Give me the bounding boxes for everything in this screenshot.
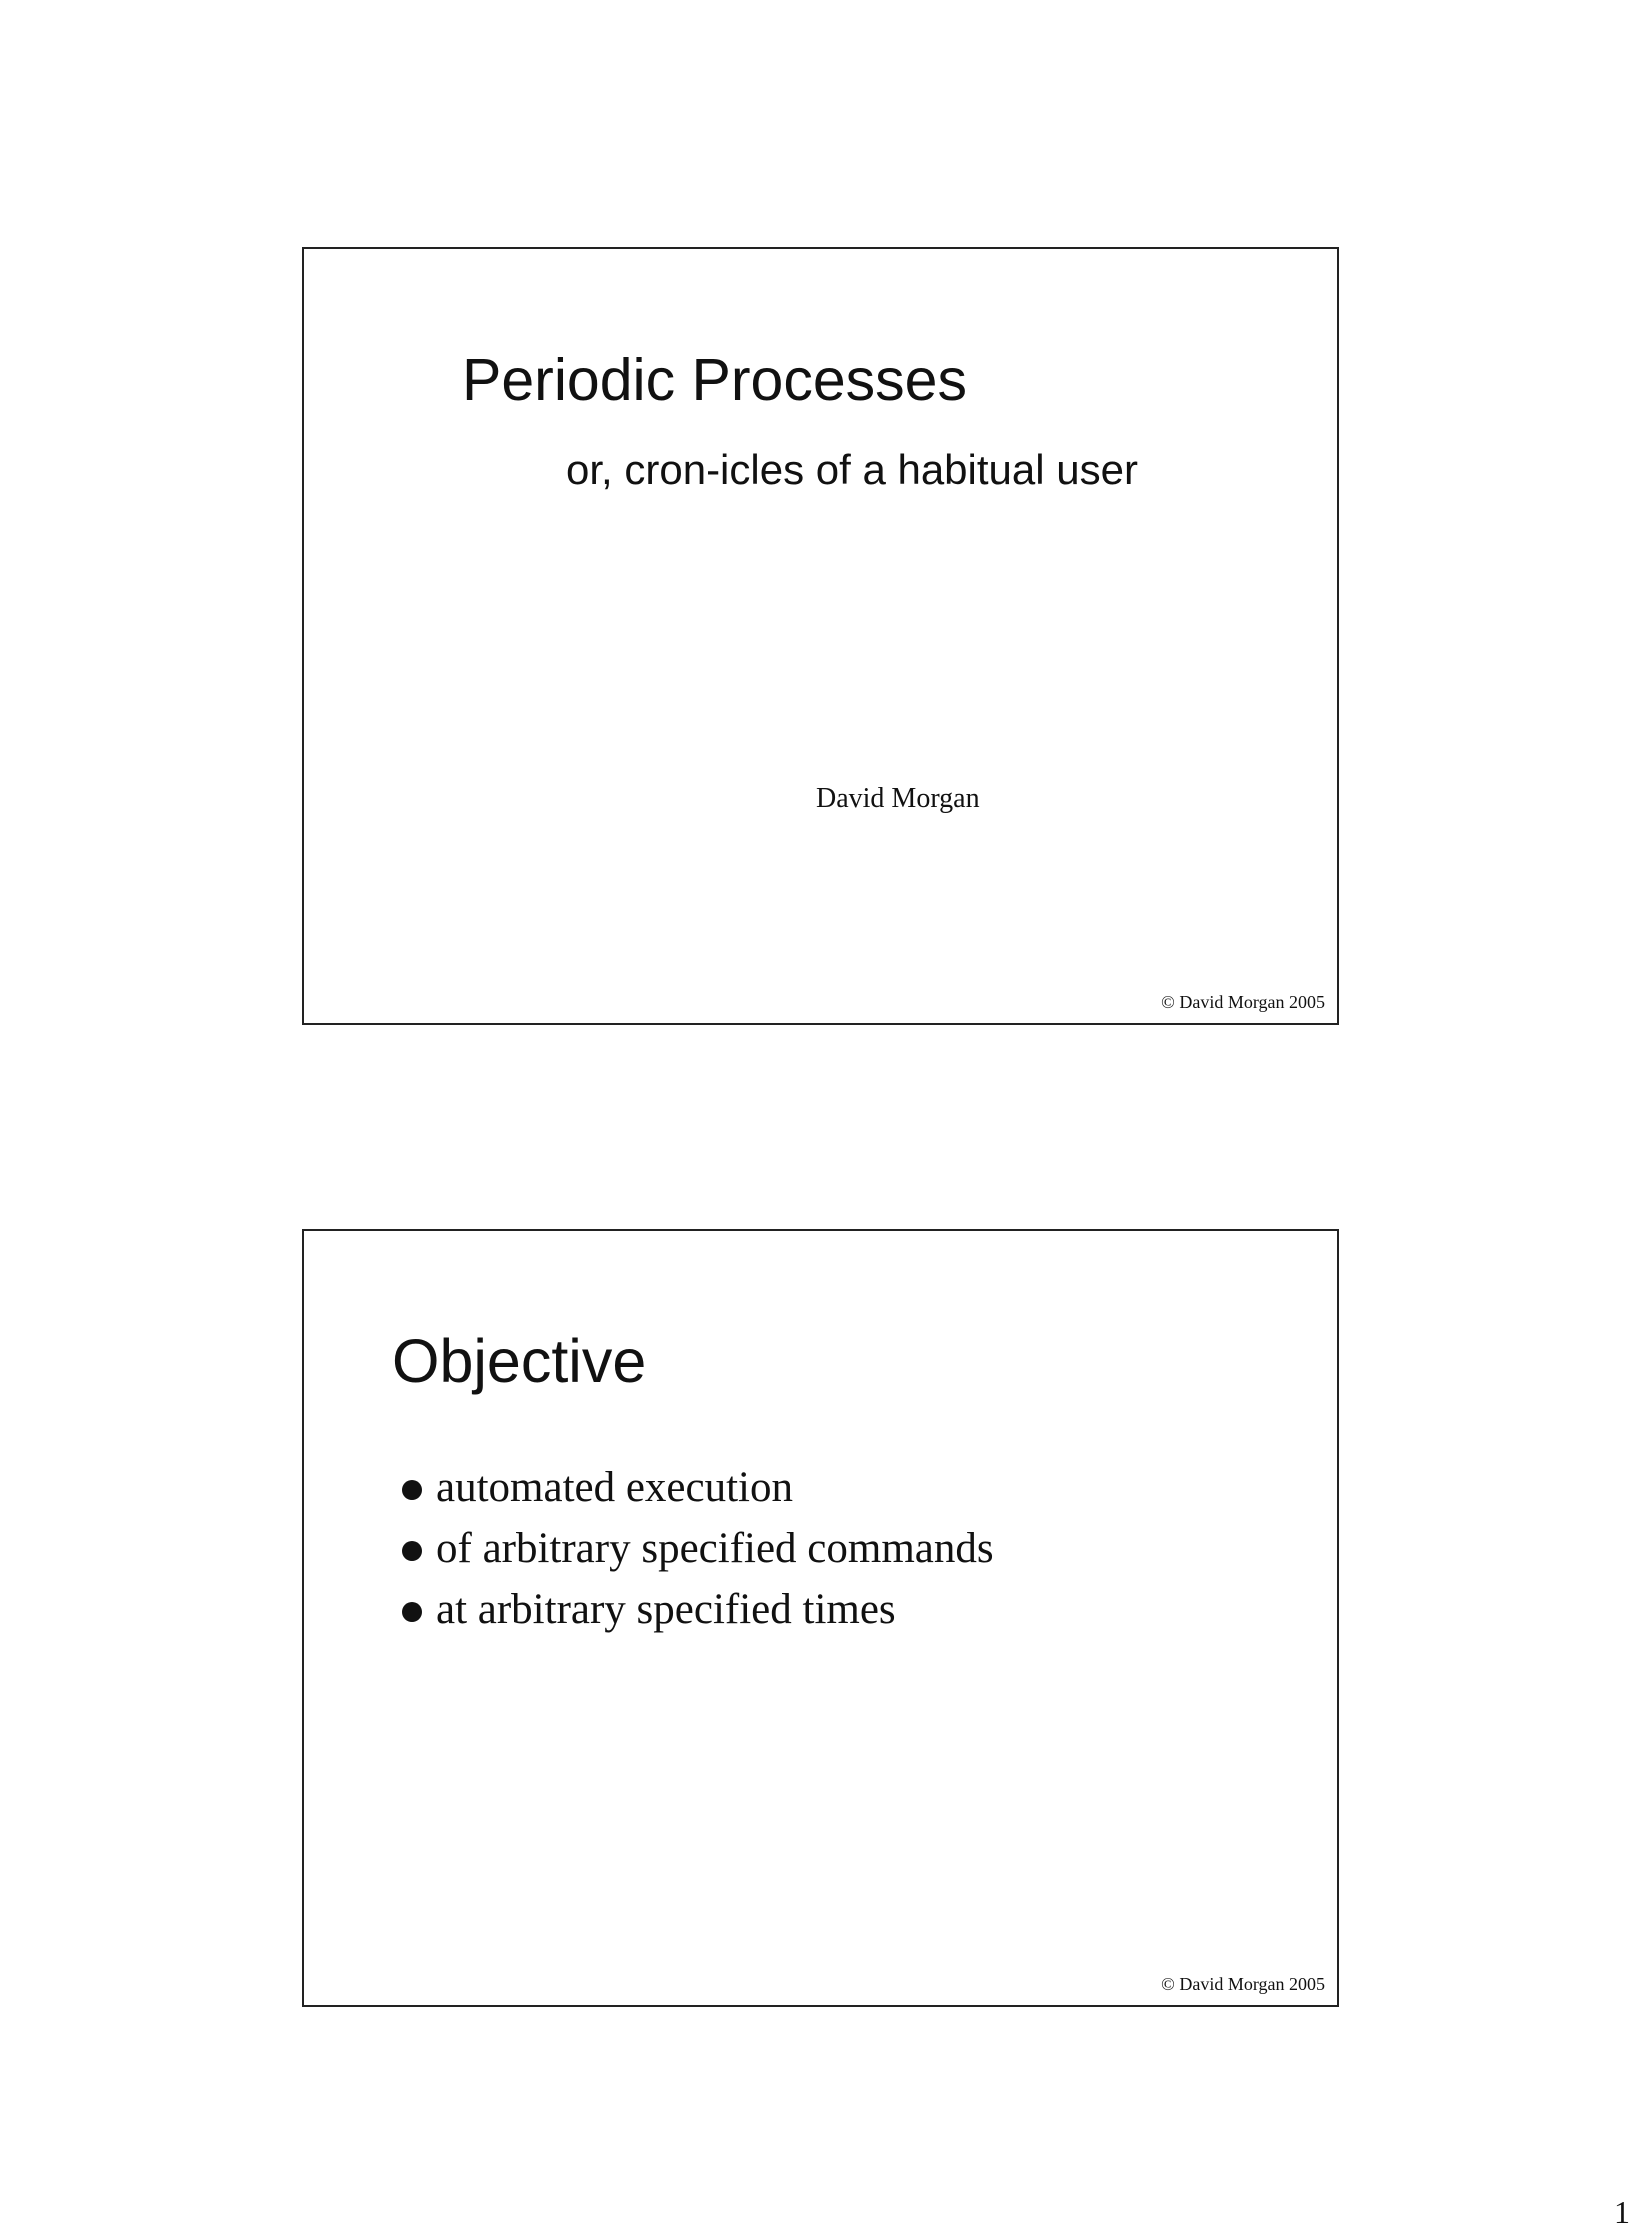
bullet-item bbox=[402, 1579, 994, 1640]
bullet-icon bbox=[402, 1480, 422, 1500]
copyright-footer: © David Morgan 2005 bbox=[1161, 1974, 1325, 1994]
author-name: David Morgan bbox=[816, 783, 980, 814]
bullet-list bbox=[402, 1457, 994, 1640]
slide-title: Objective bbox=[392, 1327, 647, 1395]
slide-title: Periodic Processes bbox=[462, 347, 967, 413]
bullet-text: automated execution bbox=[436, 1464, 793, 1511]
slide-subtitle: or, cron-icles of a habitual user bbox=[566, 446, 1138, 493]
bullet-item bbox=[402, 1457, 994, 1518]
page-number: 1 bbox=[1614, 2194, 1630, 2230]
bullet-icon bbox=[402, 1541, 422, 1561]
title-slide bbox=[302, 247, 1339, 1025]
bullet-item bbox=[402, 1518, 994, 1579]
bullet-icon bbox=[402, 1602, 422, 1622]
objective-slide bbox=[302, 1229, 1339, 2007]
bullet-text: of arbitrary specified commands bbox=[436, 1525, 994, 1572]
copyright-footer: © David Morgan 2005 bbox=[1161, 992, 1325, 1012]
bullet-text: at arbitrary specified times bbox=[436, 1586, 896, 1633]
